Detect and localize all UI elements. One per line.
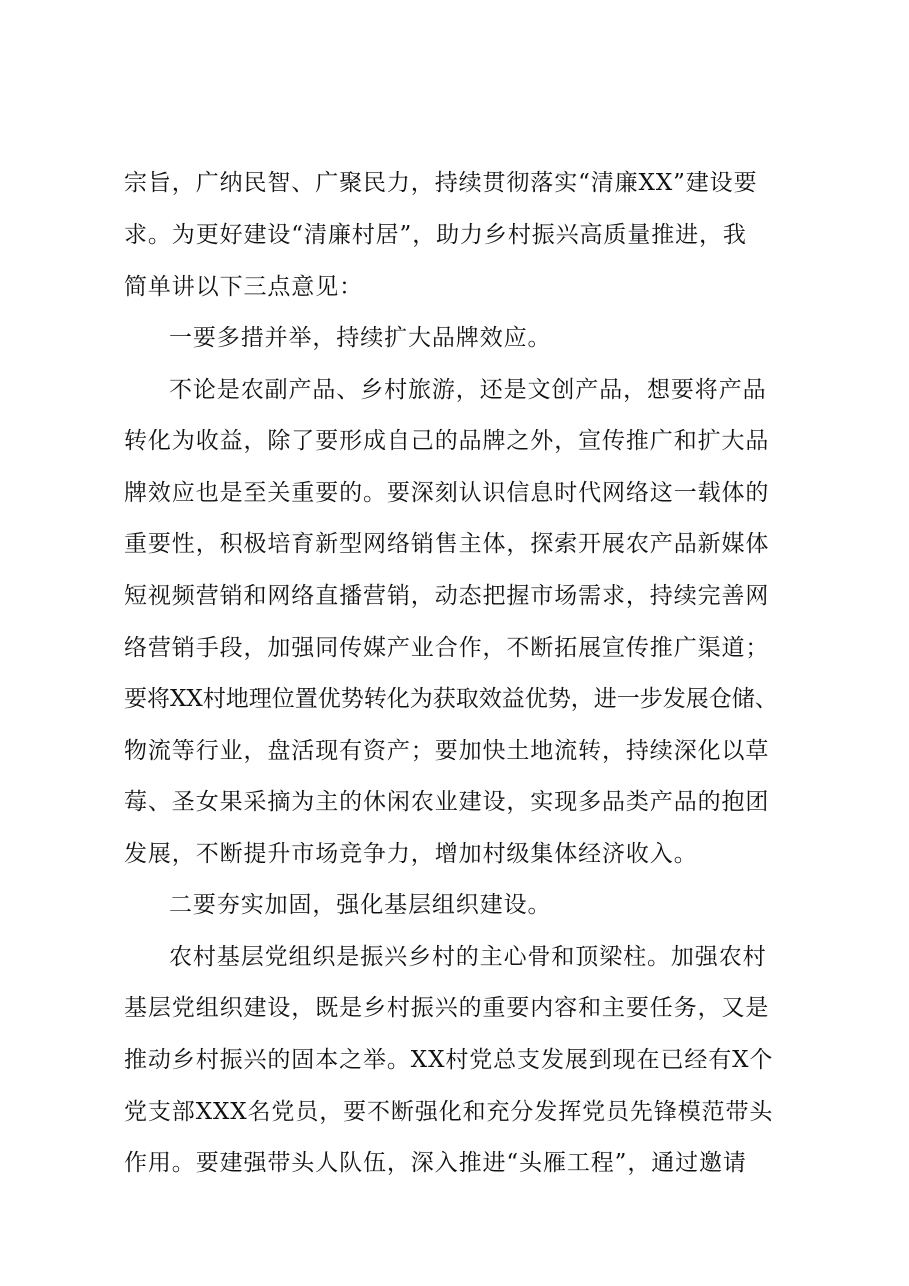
text-line: 络营销手段，加强同传媒产业合作，不断拓展宣传推广渠道；: [124, 635, 770, 661]
text-line: 牌效应也是至关重要的。要深刻认识信息时代网络这一载体的: [124, 480, 770, 506]
text-line: 短视频营销和网络直播营销，动态把握市场需求，持续完善网: [124, 583, 770, 609]
text-line: 作用。要建强带头人队伍，深入推进“头雁工程”，通过邀请: [124, 1150, 747, 1176]
text-line: 简单讲以下三点意见：: [124, 274, 363, 300]
text-line: 求。为更好建设“清廉村居”，助力乡村振兴高质量推进，我: [124, 222, 747, 248]
text-line: 推动乡村振兴的固本之举。XX村党总支发展到现在已经有X个: [124, 1047, 774, 1073]
text-line: 基层党组织建设，既是乡村振兴的重要内容和主要任务，又是: [124, 995, 770, 1021]
text-line: 宗旨，广纳民智、广聚民力，持续贯彻落实“清廉XX”建设要: [124, 170, 758, 196]
section-heading-1: 一要多措并举，持续扩大品牌效应。: [169, 325, 552, 351]
text-line: 重要性，积极培育新型网络销售主体，探索开展农产品新媒体: [124, 531, 770, 557]
section-heading-2: 二要夯实加固，强化基层组织建设。: [169, 892, 552, 918]
text-line: 要将XX村地理位置优势转化为获取效益优势，进一步发展仓储、: [124, 686, 778, 712]
text-line: 莓、圣女果采摘为主的休闲农业建设，实现多品类产品的抱团: [124, 789, 770, 815]
text-line: 发展，不断提升市场竞争力，增加村级集体经济收入。: [124, 841, 698, 867]
text-line: 农村基层党组织是振兴乡村的主心骨和顶梁柱。加强农村: [169, 944, 767, 970]
text-line: 转化为收益，除了要形成自己的品牌之外，宣传推广和扩大品: [124, 428, 770, 454]
text-line: 不论是农副产品、乡村旅游，还是文创产品，想要将产品: [169, 377, 767, 403]
text-line: 物流等行业，盘活现有资产；要加快土地流转，持续深化以草: [124, 738, 770, 764]
text-line: 党支部XXX名党员，要不断强化和充分发挥党员先锋模范带头: [124, 1099, 774, 1125]
